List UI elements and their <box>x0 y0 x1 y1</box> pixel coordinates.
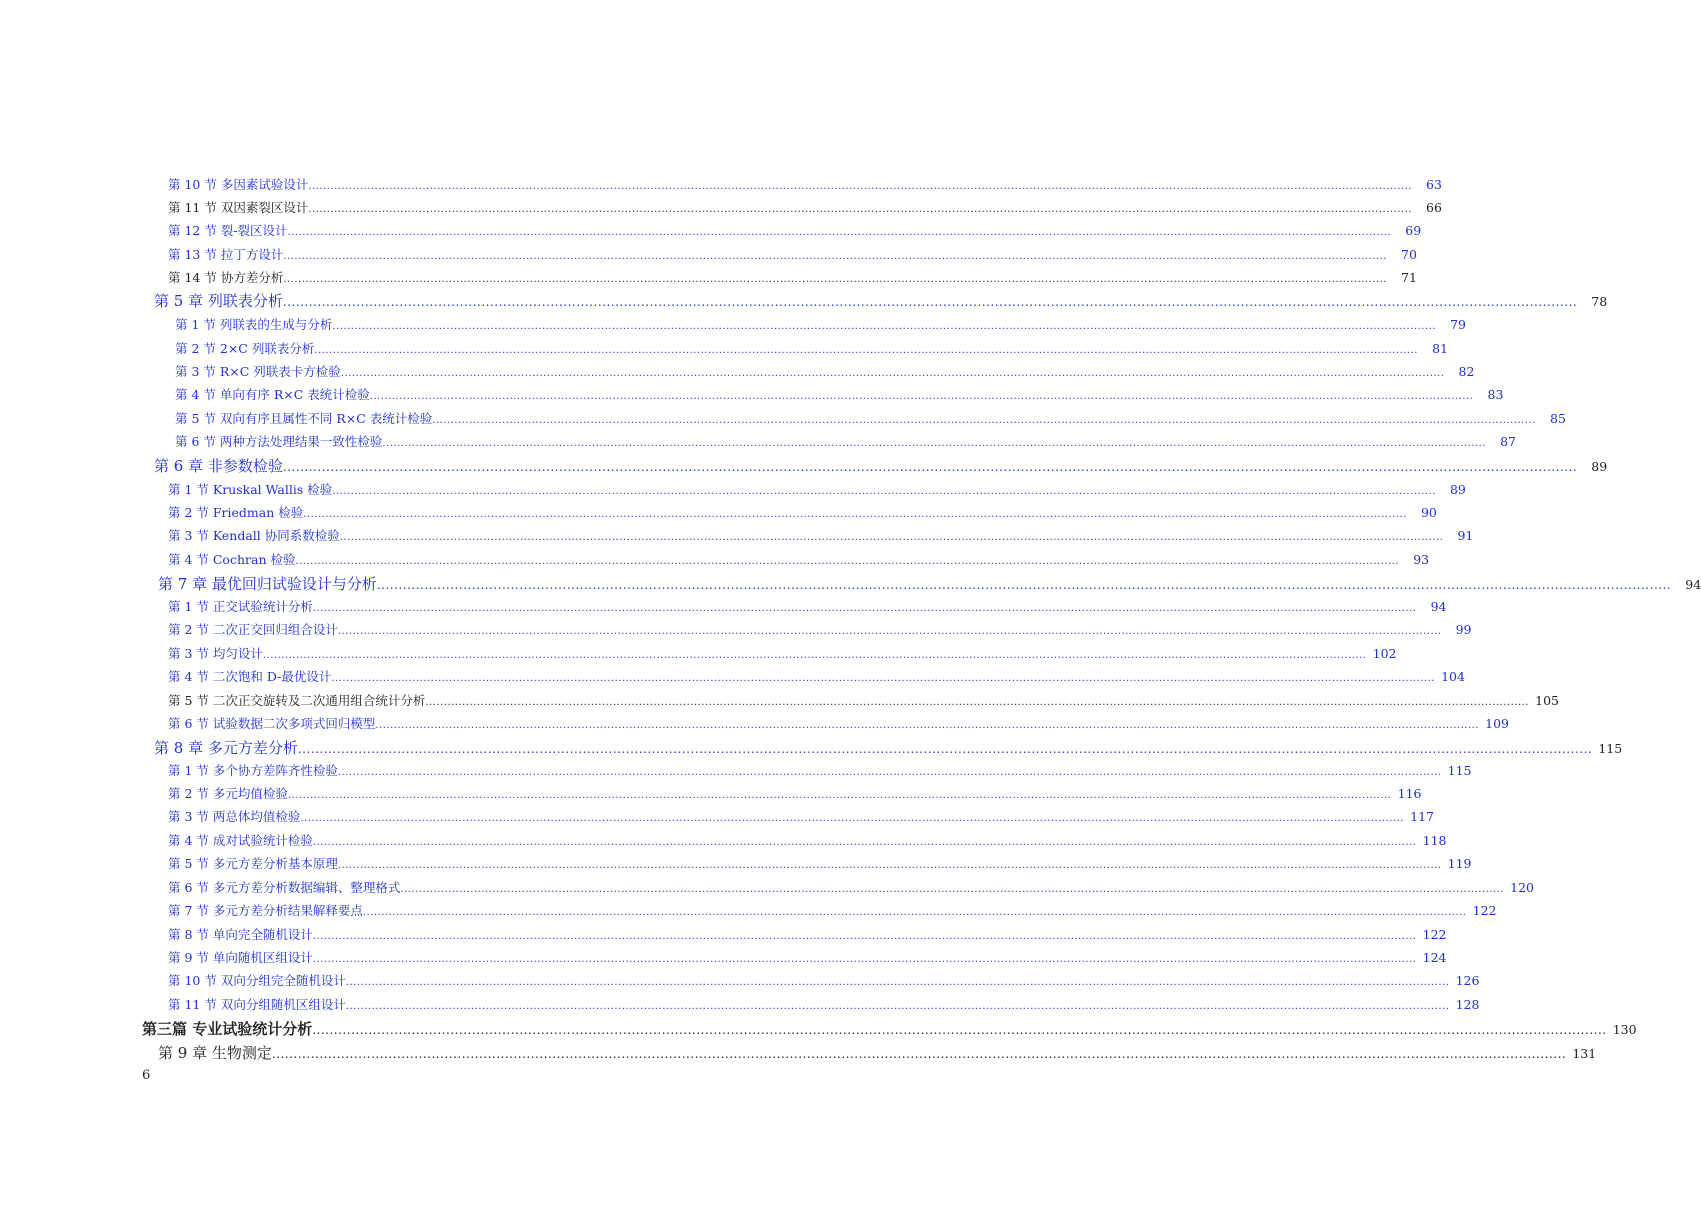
toc-entry-page: 94 <box>1685 577 1701 592</box>
toc-section-entry[interactable] <box>168 621 1472 639</box>
toc-section-entry[interactable] <box>168 645 1397 663</box>
toc-entry-page: 117 <box>1410 809 1434 824</box>
toc-section-entry[interactable] <box>168 926 1447 944</box>
toc-entry-page: 122 <box>1472 903 1497 918</box>
toc-section-entry[interactable] <box>168 762 1472 780</box>
toc-dot-leader: ............................................................................................................................................................................................................................................................................................................ <box>337 860 1442 871</box>
toc-entry-title: 第 3 节 两总体均值检验 <box>168 809 301 824</box>
toc-chapter-entry[interactable] <box>158 574 1701 594</box>
toc-entry-page: 66 <box>1426 200 1442 215</box>
toc-dot-leader: ............................................................................................................................................................................................................................................................................................................ <box>332 486 1436 497</box>
toc-dot-leader: ............................................................................................................................................................................................................................................................................................................ <box>432 415 1536 426</box>
toc-entry-title: 第 4 节 成对试验统计检验 <box>168 833 313 848</box>
toc-entry-title: 第 6 节 多元方差分析数据编辑、整理格式 <box>168 880 401 895</box>
toc-entry-title: 第 1 节 多个协方差阵齐性检验 <box>168 763 338 778</box>
toc-section-entry[interactable] <box>168 504 1437 522</box>
toc-section-entry[interactable] <box>168 246 1417 264</box>
toc-entry-page: 87 <box>1500 434 1516 449</box>
toc-dot-leader: ............................................................................................................................................................................................................................................................................................................ <box>332 321 1436 332</box>
toc-entry-page: 124 <box>1422 950 1447 965</box>
toc-dot-leader: ............................................................................................................................................................................................................................................................................................................ <box>382 438 1486 449</box>
toc-entry-page: 79 <box>1450 317 1466 332</box>
toc-section-entry[interactable] <box>175 363 1475 381</box>
toc-section-entry[interactable] <box>168 668 1465 686</box>
toc-entry-page: 82 <box>1458 364 1475 379</box>
toc-entry-page: 128 <box>1455 997 1480 1012</box>
toc-entry-title: 第 10 节 双向分组完全随机设计 <box>168 973 346 988</box>
toc-section-entry[interactable] <box>168 692 1559 710</box>
toc-entry-page: 63 <box>1426 177 1442 192</box>
toc-dot-leader: ............................................................................................................................................................................................................................................................................................................ <box>287 227 1392 238</box>
toc-entry-page: 115 <box>1447 763 1472 778</box>
toc-entry-title: 第 1 节 列联表的生成与分析 <box>175 317 333 332</box>
toc-chapter-entry[interactable] <box>158 1043 1597 1063</box>
toc-dot-leader: ............................................................................................................................................................................................................................................................................................................ <box>283 251 1387 262</box>
toc-entry-page: 104 <box>1441 669 1465 684</box>
toc-entry-title: 第 5 节 二次正交旋转及二次通用组合统计分析 <box>168 693 426 708</box>
toc-section-entry[interactable] <box>168 222 1422 240</box>
toc-entry-page: 115 <box>1598 741 1623 756</box>
toc-entry-page: 118 <box>1422 833 1447 848</box>
toc-dot-leader: ............................................................................................................................................................................................................................................................................................................ <box>312 603 1417 614</box>
toc-section-entry[interactable] <box>175 340 1448 358</box>
toc-dot-leader: ............................................................................................................................................................................................................................................................................................................ <box>287 790 1392 801</box>
toc-entry-title: 第 6 节 试验数据二次多项式回归模型 <box>168 716 376 731</box>
toc-dot-leader: ............................................................................................................................................................................................................................................................................................................ <box>283 274 1387 285</box>
toc-entry-title: 第 5 节 多元方差分析基本原理 <box>168 856 338 871</box>
toc-entry-page: 89 <box>1449 482 1466 497</box>
toc-entry-title: 第 5 章 列联表分析 <box>154 292 283 310</box>
toc-entry-page: 78 <box>1591 294 1608 309</box>
toc-entry-page: 120 <box>1510 880 1534 895</box>
toc-entry-page: 131 <box>1572 1046 1597 1061</box>
toc-dot-leader: ............................................................................................................................................................................................................................................................................................................ <box>400 884 1504 895</box>
toc-section-entry[interactable] <box>175 316 1466 334</box>
toc-dot-leader: ............................................................................................................................................................................................................................................................................................................ <box>271 1047 1567 1061</box>
toc-dot-leader: ............................................................................................................................................................................................................................................................................................................ <box>340 368 1445 379</box>
toc-section-entry[interactable] <box>175 386 1504 404</box>
toc-entry-page: 83 <box>1487 387 1504 402</box>
toc-dot-leader: ............................................................................................................................................................................................................................................................................................................ <box>345 1001 1450 1012</box>
toc-entry-page: 119 <box>1447 856 1472 871</box>
toc-section-entry[interactable] <box>168 269 1417 287</box>
toc-entry-title: 第 2 节 2×C 列联表分析 <box>175 341 315 356</box>
toc-entry-title: 第 4 节 Cochran 检验 <box>168 552 296 567</box>
toc-entry-page: 85 <box>1550 411 1566 426</box>
toc-section-entry[interactable] <box>168 879 1534 897</box>
toc-dot-leader: ............................................................................................................................................................................................................................................................................................................ <box>425 697 1529 708</box>
toc-entry-title: 第 3 节 Kendall 协同系数检验 <box>168 528 340 543</box>
toc-entry-title: 第 8 章 多元方差分析 <box>154 739 298 757</box>
toc-entry-page: 81 <box>1432 341 1448 356</box>
toc-dot-leader: ............................................................................................................................................................................................................................................................................................................ <box>282 295 1578 309</box>
toc-entry-page: 105 <box>1535 693 1559 708</box>
toc-section-entry[interactable] <box>168 199 1442 217</box>
toc-dot-leader: ............................................................................................................................................................................................................................................................................................................ <box>369 391 1474 402</box>
toc-entry-page: 94 <box>1430 599 1447 614</box>
toc-section-entry[interactable] <box>175 410 1566 428</box>
toc-entry-page: 89 <box>1591 459 1608 474</box>
toc-entry-title: 第三篇 专业试验统计分析 <box>142 1020 313 1038</box>
toc-section-entry[interactable] <box>168 855 1472 873</box>
toc-entry-title: 第 9 章 生物测定 <box>158 1044 272 1062</box>
toc-entry-page: 109 <box>1485 716 1509 731</box>
toc-chapter-entry[interactable] <box>154 291 1608 311</box>
toc-section-entry[interactable] <box>168 527 1474 545</box>
toc-entry-title: 第 2 节 多元均值检验 <box>168 786 288 801</box>
toc-section-entry[interactable] <box>168 808 1434 826</box>
toc-dot-leader: ............................................................................................................................................................................................................................................................................................................ <box>312 954 1417 965</box>
toc-dot-leader: ............................................................................................................................................................................................................................................................................................................ <box>282 460 1578 474</box>
toc-entry-title: 第 11 节 双因素裂区设计 <box>168 200 309 215</box>
toc-entry-title: 第 14 节 协方差分析 <box>168 270 284 285</box>
toc-entry-title: 第 6 节 两种方法处理结果一致性检验 <box>175 434 383 449</box>
toc-section-entry[interactable] <box>168 176 1442 194</box>
toc-chapter-entry[interactable] <box>154 456 1608 476</box>
toc-dot-leader: ............................................................................................................................................................................................................................................................................................................ <box>297 742 1593 756</box>
toc-entry-title: 第 8 节 单向完全随机设计 <box>168 927 313 942</box>
toc-dot-leader: ............................................................................................................................................................................................................................................................................................................ <box>337 626 1442 637</box>
toc-entry-page: 116 <box>1397 786 1422 801</box>
toc-entry-title: 第 12 节 裂-裂区设计 <box>168 223 288 238</box>
toc-entry-page: 90 <box>1420 505 1437 520</box>
toc-chapter-entry[interactable] <box>154 738 1623 758</box>
toc-section-entry[interactable] <box>168 598 1447 616</box>
toc-dot-leader: ............................................................................................................................................................................................................................................................................................................ <box>362 907 1467 918</box>
toc-section-entry[interactable] <box>168 715 1509 733</box>
toc-entry-page: 70 <box>1401 247 1417 262</box>
toc-dot-leader: ............................................................................................................................................................................................................................................................................................................ <box>300 813 1404 824</box>
toc-entry-page: 71 <box>1401 270 1417 285</box>
toc-dot-leader: ............................................................................................................................................................................................................................................................................................................ <box>375 720 1479 731</box>
toc-section-entry[interactable] <box>168 949 1447 967</box>
toc-dot-leader: ............................................................................................................................................................................................................................................................................................................ <box>308 204 1412 215</box>
toc-dot-leader: ............................................................................................................................................................................................................................................................................................................ <box>339 532 1444 543</box>
toc-entry-title: 第 1 节 正交试验统计分析 <box>168 599 313 614</box>
page-number: 6 <box>142 1068 151 1083</box>
toc-entry-page: 93 <box>1413 552 1430 567</box>
toc-section-entry[interactable] <box>168 551 1430 569</box>
toc-section-entry[interactable] <box>168 832 1447 850</box>
toc-entry-title: 第 2 节 Friedman 检验 <box>168 505 304 520</box>
toc-section-entry[interactable] <box>175 433 1516 451</box>
toc-dot-leader: ............................................................................................................................................................................................................................................................................................................ <box>262 650 1367 661</box>
toc-entry-title: 第 3 节 均匀设计 <box>168 646 263 661</box>
toc-section-entry[interactable] <box>168 972 1480 990</box>
toc-entry-page: 102 <box>1372 646 1397 661</box>
toc-section-entry[interactable] <box>168 481 1466 499</box>
toc-entry-title: 第 5 节 双向有序且属性不同 R×C 表统计检验 <box>175 411 433 426</box>
toc-entry-title: 第 2 节 二次正交回归组合设计 <box>168 622 338 637</box>
toc-entry-title: 第 3 节 R×C 列联表卡方检验 <box>175 364 341 379</box>
toc-entry-title: 第 6 章 非参数检验 <box>154 457 283 475</box>
toc-entry-page: 126 <box>1455 973 1480 988</box>
toc-entry-title: 第 13 节 拉丁方设计 <box>168 247 284 262</box>
toc-dot-leader: ............................................................................................................................................................................................................................................................................................................ <box>295 556 1400 567</box>
toc-entry-title: 第 9 节 单向随机区组设计 <box>168 950 313 965</box>
toc-section-entry[interactable] <box>168 996 1480 1014</box>
toc-dot-leader: ............................................................................................................................................................................................................................................................................................................ <box>345 977 1450 988</box>
toc-dot-leader: ............................................................................................................................................................................................................................................................................................................ <box>312 931 1417 942</box>
toc-entry-title: 第 10 节 多因素试验设计 <box>168 177 309 192</box>
toc-entry-title: 第 7 节 多元方差分析结果解释要点 <box>168 903 363 918</box>
toc-dot-leader: ............................................................................................................................................................................................................................................................................................................ <box>303 509 1407 520</box>
toc-entry-page: 122 <box>1422 927 1447 942</box>
toc-entry-title: 第 1 节 Kruskal Wallis 检验 <box>168 482 333 497</box>
toc-dot-leader: ............................................................................................................................................................................................................................................................................................................ <box>337 767 1442 778</box>
toc-part-entry[interactable] <box>142 1019 1637 1039</box>
toc-dot-leader: ............................................................................................................................................................................................................................................................................................................ <box>312 837 1417 848</box>
toc-entry-title: 第 4 节 单向有序 R×C 表统计检验 <box>175 387 370 402</box>
toc-dot-leader: ............................................................................................................................................................................................................................................................................................................ <box>376 578 1672 592</box>
toc-dot-leader: ............................................................................................................................................................................................................................................................................................................ <box>331 673 1435 684</box>
toc-entry-page: 69 <box>1405 223 1422 238</box>
toc-section-entry[interactable] <box>168 785 1422 803</box>
toc-dot-leader: ............................................................................................................................................................................................................................................................................................................ <box>314 345 1418 356</box>
toc-entry-title: 第 7 章 最优回归试验设计与分析 <box>158 575 377 593</box>
toc-dot-leader: ............................................................................................................................................................................................................................................................................................................ <box>308 181 1412 192</box>
toc-section-entry[interactable] <box>168 902 1497 920</box>
toc-entry-page: 91 <box>1457 528 1474 543</box>
toc-entry-page: 99 <box>1455 622 1472 637</box>
toc-entry-page: 130 <box>1612 1022 1637 1037</box>
toc-entry-title: 第 4 节 二次饱和 D-最优设计 <box>168 669 332 684</box>
toc-entry-title: 第 11 节 双向分组随机区组设计 <box>168 997 346 1012</box>
toc-dot-leader: ............................................................................................................................................................................................................................................................................................................ <box>312 1023 1607 1037</box>
